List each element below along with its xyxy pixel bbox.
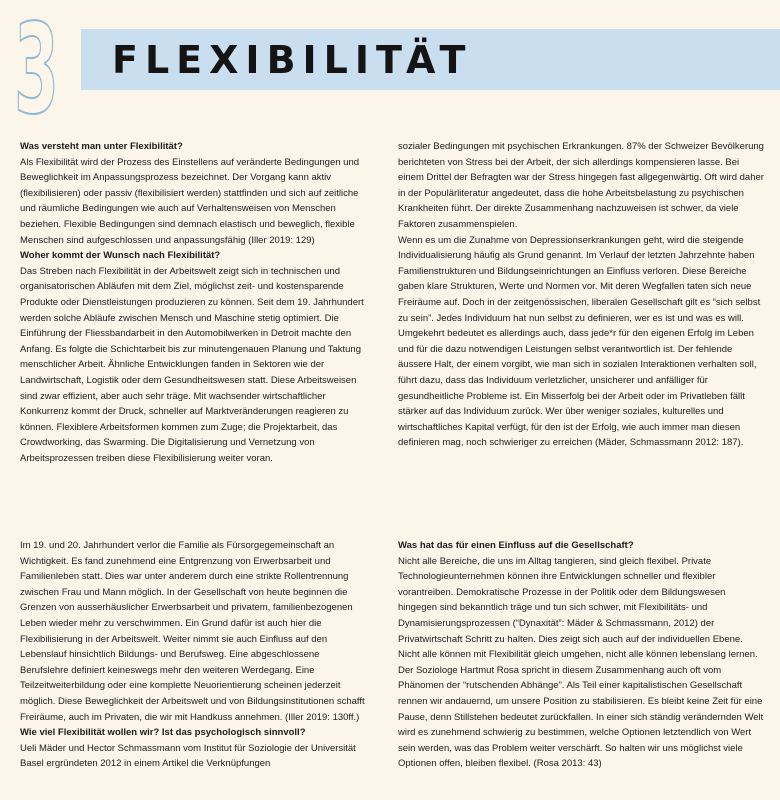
question-heading: Was hat das für einen Einfluss auf die Gesellschaft? bbox=[398, 540, 634, 551]
column-1 bbox=[20, 139, 368, 466]
paragraph: Wenn es um die Zunahme von Depressionserkrankungen geht, wird die steigende Individualisierung häufig als Grund genannt. Im Verlauf der letzten Jahrzehnte haben Familienstrukturen und Bildungseinrichtungen an Einfluss verloren. Diese Bereiche gaben klare Strukturen, Werte und Normen vor. Mit deren Wegfallen taten sich neue Freiräume auf. Doch in der zeitgenössischen, liberalen Gesellschaft gilt es “sich selbst zu sein”. Jedes Individuum hat nun selbst zu definieren, wer es ist und was es will. Umgekehrt bedeutet es allerdings auch, dass jede*r für den eigenen Erfolg im Leben und für die dazu notwendigen Leistungen selbst verantwortlich ist. Der fehlende äussere Halt, der einem vorgibt, wie man sich in sozialen Interaktionen verhalten soll, führt dazu, dass das Individuum verletzlicher, unsicherer und anfälliger für gesundheitliche Probleme ist. Ein Misserfolg bei der Arbeit oder im Privatleben fällt stärker auf das Individuum zurück. Wer über weniger soziales, kulturelles und wirtschaftliches Kapital verfügt, für den ist der Erfolg, wie auch immer man diesen definieren mag, noch schwieriger zu erreichen (Mäder, Schmassmann 2012: 187). bbox=[398, 234, 761, 449]
column-2 bbox=[398, 139, 764, 451]
paragraph: sozialer Bedingungen mit psychischen Erkrankungen. 87% der Schweizer Bevölkerung berichteten von Stress bei der Arbeit, der sich allerdings kompensieren lasse. Bei einem Drittel der Befragten war der Stress hingegen fast allgegenwärtig. Oft wird daher in der Populärliteratur angedeutet, dass die hohe Arbeitsbelastung zu psychischen Krankheiten führt. Der direkte Zusammenhang nachzuweisen ist schwer, da viele Faktoren zusammenspielen. bbox=[398, 141, 764, 230]
paragraph: Ueli Mäder und Hector Schmassmann vom Institut für Soziologie der Universität Basel ergründeten 2012 in einem Artikel die Verknüpfungen bbox=[20, 742, 356, 770]
question-heading: Woher kommt der Wunsch nach Flexibilität? bbox=[20, 250, 221, 262]
paragraph: Das Streben nach Flexibilität in der Arbeitswelt zeigt sich in technischen und organisatorischen Abläufen mit dem Ziel, möglichst zeit- und kostensparende Produkte oder Dienstleistungen produzieren zu können. Seit dem 19. Jahrhundert werden solche Abläufe zwischen Mensch und Maschine stetig optimiert. Die Einführung der Fliessbandarbeit in den Automobilwerken in Detroit machte den Anfang. Es folgte die Schichtarbeit bis zur minutengenauen Planung und Taktung menschlicher Arbeit. Ähnliche Entwicklungen fanden in Sektoren wie der Landwirtschaft, Logistik oder dem Gesundheitswesen statt. Diese Arbeitsweisen sind zwar effizient, aber auch sehr träge. Mit wachsender wirtschaftlicher Konkurrenz kommt der Druck, schneller auf Marktveränderungen reagieren zu können. Flexiblere Arbeitsformen kommen zum Zuge; die Projektarbeit, das Crowdworking, das Swarming. Die Digitalisierung und Vernetzung von Arbeitsprozessen treiben diese Flexibilisierung weiter voran. bbox=[20, 265, 364, 464]
paragraph: Im 19. und 20. Jahrhundert verlor die Familie als Fürsorgegemeinschaft an Wichtigkeit. Es fand zunehmend eine Entgrenzung von Erwerbsarbeit und Familienleben statt. Dies war unter anderem durch eine strikte Rollentrennung zwischen Frau und Mann möglich. In der Gesellschaft von heute beginnen die Grenzen von ausserhäuslicher Erwerbsarbeit und privatem, familienbezogenen Leben wieder mehr zu verschwimmen. Ein Grund dafür ist auch hier die Flexibilisierung in der Arbeitswelt. Weiter nimmt sie auch Einfluss auf den Lebenslauf hinsichtlich Bildungs- und Berufsweg. Eine abgeschlossene Berufslehre definiert keineswegs mehr den weiteren Werdegang. Eine Teilzeitweiterbildung oder eine komplette Neuorientierung scheinen jederzeit möglich. Diese Beweglichkeit der Arbeitswelt und von Bildungsinstitutionen schafft Freiräume, auch im Privaten, die wir mit Handkuss annehmen. (Iller 2019: 130ff.) bbox=[20, 540, 365, 723]
question-heading: Wie viel Flexibilität wollen wir? Ist das psychologisch sinnvoll? bbox=[20, 727, 306, 739]
column-4 bbox=[398, 538, 764, 772]
chapter-number: 3 bbox=[14, 0, 58, 142]
column-3 bbox=[20, 538, 368, 772]
paragraph: Als Flexibilität wird der Prozess des Einstellens auf veränderte Bedingungen und Beweglichkeit im Anpassungsprozess bezeichnet. Der Vorgang kann aktiv (flexibilisieren) oder passiv (flexibilisiert werden) stattfinden und sich auf zeitliche und räumliche Bedingungen wie auch auf Verhaltensweisen von Menschen beziehen. Flexible Bedingungen sind demnach elastisch und beweglich, flexible Menschen sind aufgeschlossen und anpassungsfähig (Iller 2019: 129) bbox=[20, 156, 360, 246]
page-title: FLEXIBILITÄT bbox=[112, 38, 473, 82]
paragraph: Nicht alle Bereiche, die uns im Alltag tangieren, sind gleich flexibel. Private Technologieunternehmen können ihre Entwicklungen schneller und flexibler vorantreiben. Demokratische Prozesse in der Politik oder dem Bildungswesen hingegen sind bekanntlich träge und tun sich schwer, mit Flexibilitäts- und Dynamisierungsprozessen (“Dynaxität”: Mäder & Schmassmann, 2012) der Privatwirtschaft Schritt zu halten. Dies zeigt sich auch auf der individuellen Ebene. Nicht alle können mit Flexibilität gleich umgehen, nicht alle können lebenslang lernen. Der Soziologe Hartmut Rosa spricht in diesem Zusammenhang auch oft vom Phänomen der “rutschenden Abhänge”. Als Teil einer kapitalistischen Gesellschaft rennen wir andauernd, um unsere Position zu stabilisieren. Es bleibt keine Zeit für eine Pause, denn Stillstehen bedeutet zurückfallen. In einer sich ständig verändernden Welt wird es zunehmend schwierig zu bestimmen, welche Optionen letztendlich von Wert sein werden, was das Problem weiter verschärft. So halten wir uns möglichst viele Optionen offen, bleiben flexibel. (Rosa 2013: 43) bbox=[398, 555, 764, 770]
question-heading: Was versteht man unter Flexibilität? bbox=[20, 141, 183, 152]
